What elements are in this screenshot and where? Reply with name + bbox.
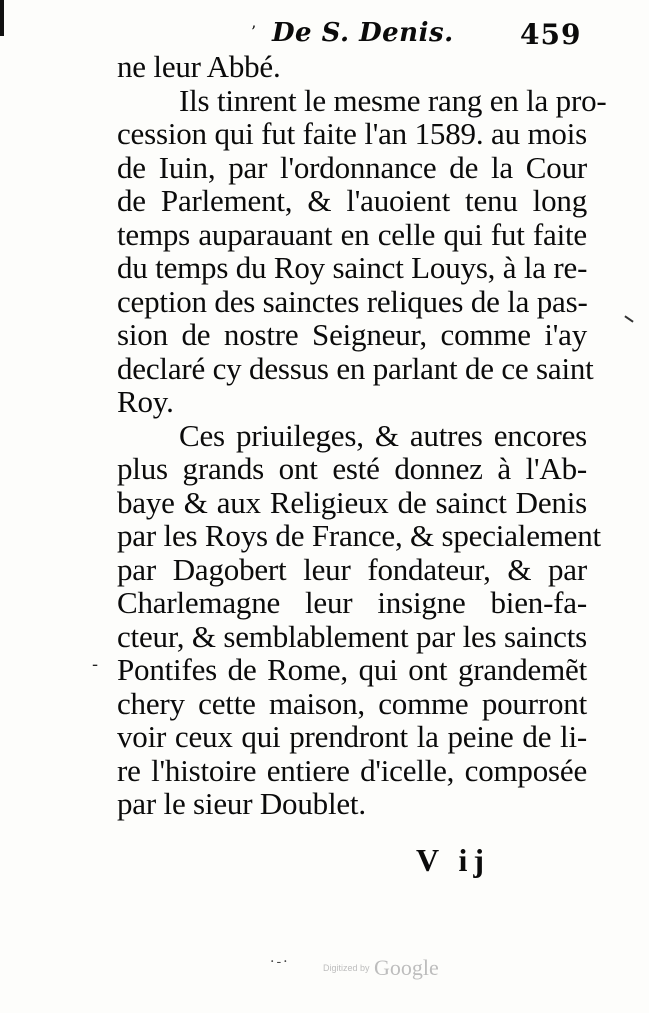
text-line: temps auparauant en celle qui fut faite — [117, 216, 587, 252]
text-line: re l'histoire entiere d'icelle, composée — [117, 752, 587, 788]
scan-speck — [624, 315, 633, 322]
text-line: du temps du Roy sainct Louys, à la re- — [117, 250, 588, 285]
body-text — [117, 49, 607, 821]
text-line: voir ceux qui prendront la peine de li- — [117, 719, 587, 754]
text-line: cession qui fut faite l'an 1589. au mois — [117, 116, 587, 151]
text-line: plus grands ont esté donnez à l'Ab- — [117, 451, 587, 486]
text-line: par le sieur Doublet. — [117, 786, 366, 821]
running-title: De S. Denis. — [272, 18, 454, 48]
apostrophe-mark: ’ — [251, 22, 257, 41]
signature-mark: V ij — [416, 842, 491, 878]
text-line: sion de nostre Seigneur, comme i'ay — [117, 317, 587, 352]
text-line: Ces priuileges, & autres encores — [179, 417, 587, 453]
text-line: par les Roys de France, & specialement — [117, 518, 601, 553]
scan-dots: ·-· — [270, 954, 290, 970]
text-line: de Iuin, par l'ordonnance de la Cour — [117, 149, 587, 185]
margin-dash-mark: - — [92, 654, 99, 675]
page-number: 459 — [520, 18, 582, 51]
watermark-prefix: Digitized by — [323, 963, 370, 973]
google-watermark — [323, 955, 439, 981]
google-logo: Google — [373, 955, 439, 980]
text-line: ception des sainctes reliques de la pas- — [117, 283, 588, 319]
text-line: Pontifes de Rome, qui ont grandemẽt — [117, 652, 587, 687]
text-line: Ils tinrent le mesme rang en la pro- — [179, 82, 607, 118]
text-line: chery cette maison, comme pourront — [117, 685, 587, 721]
text-line: Charlemagne leur insigne bien-fa- — [117, 585, 587, 620]
text-line: declaré cy dessus en parlant de ce saint — [117, 350, 594, 386]
text-line: Roy. — [117, 384, 174, 419]
text-line: ne leur Abbé. — [117, 49, 281, 84]
text-line: baye & aux Religieux de sainct Denis — [117, 484, 587, 520]
text-line: de Parlement, & l'auoient tenu long — [117, 183, 587, 218]
text-line: par Dagobert leur fondateur, & par — [117, 551, 587, 587]
text-line: cteur, & semblablement par les saincts — [117, 618, 587, 654]
